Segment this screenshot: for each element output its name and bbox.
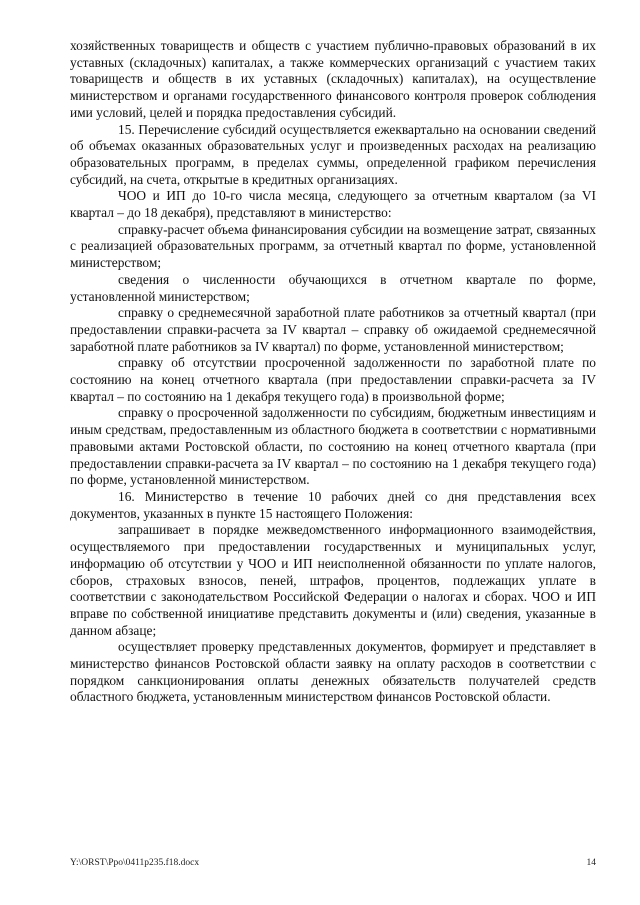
paragraph-average-salary: справку о среднемесячной заработной плате работников за отчетный квартал (при предоставлении справки-расчета за IV квартал – справку об ожидаемой среднемесячной заработной плате работников за IV квартал) по форме, установленной министерством; [70, 305, 596, 354]
paragraph-document-verification: осуществляет проверку представленных документов, формирует и представляет в министерство финансов Ростовской области заявку на оплату расходов в соответствии с порядком санкционирования оплаты денежных обязательств получателей средств областного бюджета, установленным министерством финансов Ростовской области. [70, 639, 596, 705]
paragraph-item-16: 16. Министерство в течение 10 рабочих дней со дня представления всех документов, указанных в пункте 15 настоящего Положения: [70, 488, 596, 521]
document-body [70, 38, 596, 706]
paragraph-continuation: хозяйственных товариществ и обществ с участием публично-правовых образований в их уставных (складочных) капиталах, а также коммерческих организаций с участием таких товариществ и обществ в их уставных (складочных) капиталах), на осуществление министерством и органами государственного финансового контроля проверок соблюдения ими условий, целей и порядка предоставления субсидий. [70, 38, 596, 120]
paragraph-overdue-debt: справку о просроченной задолженности по субсидиям, бюджетным инвестициям и иным средствам, предоставленным из областного бюджета в соответствии с нормативными правовыми актами Ростовской области, по состоянию на конец отчетного квартала (при предоставлении справки-расчета за IV квартал – по состоянию на 1 декабря текущего года) по форме, установленной министерством. [70, 405, 596, 488]
footer-file-path: Y:\ORST\Ppo\0411p235.f18.docx [70, 858, 200, 868]
paragraph-no-salary-debt: справку об отсутствии просроченной задолженности по заработной плате по состоянию на конец отчетного квартала (при предоставлении справки-расчета за IV квартал – по состоянию на 1 декабря текущего года) в произвольной форме; [70, 355, 596, 404]
paragraph-item-15: 15. Перечисление субсидий осуществляется ежеквартально на основании сведений об объемах оказанных образовательных услуг и произведенных расходах на реализацию образовательных программ, в пределах суммы, определенной графиком перечисления субсидий, на счета, открытые в кредитных организациях. [70, 121, 596, 187]
paragraph-submission-deadline: ЧОО и ИП до 10-го числа месяца, следующего за отчетным кварталом (за VI квартал – до 18 декабря), представляют в министерство: [70, 188, 596, 221]
page-number: 14 [586, 858, 596, 868]
paragraph-student-count: сведения о численности обучающихся в отчетном квартале по форме, установленной министерством; [70, 271, 596, 304]
paragraph-interagency-request: запрашивает в порядке межведомственного информационного взаимодействия, осуществляемого при предоставлении государственных и муниципальных услуг, информацию об отсутствии у ЧОО и ИП неисполненной обязанности по уплате налогов, сборов, страховых взносов, пеней, штрафов, процентов, подлежащих уплате в соответствии с законодательством Российской Федерации о налогах и сборах. ЧОО и ИП вправе по собственной инициативе представить документы и (или) сведения, указанные в данном абзаце; [70, 522, 596, 638]
paragraph-calculation-certificate: справку-расчет объема финансирования субсидии на возмещение затрат, связанных с реализацией образовательных программ, за отчетный квартал по форме, установленной министерством; [70, 221, 596, 271]
